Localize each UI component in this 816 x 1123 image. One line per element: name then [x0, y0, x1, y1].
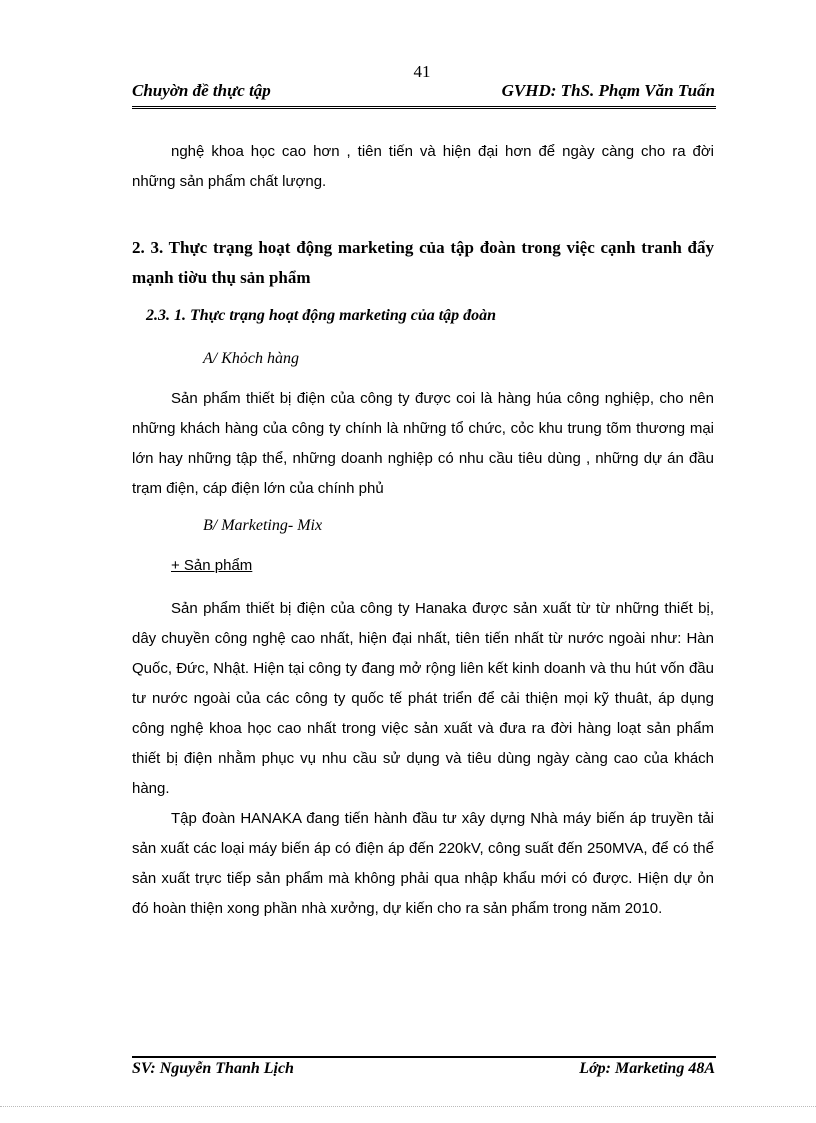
page-number: 41 — [413, 62, 431, 81]
footer-divider — [132, 1056, 716, 1058]
section-heading: 2. 3. Thực trạng hoạt động marketing của tập đoàn trong việc cạnh tranh đẩy mạnh tiờu thụ sản phẩm — [132, 238, 714, 287]
footer-student: SV: Nguyễn Thanh Lịch — [132, 1060, 294, 1077]
footer-class: Lớp: Marketing 48A — [579, 1060, 715, 1077]
continuation-paragraph: nghệ khoa học cao hơn , tiên tiến và hiện đại hơn để ngày càng cho ra đời những sản phẩm chất lượng. — [132, 143, 714, 190]
page-bottom-edge — [0, 1106, 816, 1107]
product-paragraph: Sản phẩm thiết bị điện của công ty Hanaka được sản xuất từ từ những thiết bị, dây chuyền công nghệ cao nhất, hiện đại nhất, tiên tiến nhất từ nước ngoài như: Hàn Quốc, Đức, Nhật. Hiện tại công ty đang mở rộng liên kết kinh doanh và thu hút vốn đầu tư nước ngoài của các công ty quốc tế phát triển để cải thiện mọi kỹ thuât, áp dụng công nghệ khoa học cao nhất trong việc sản xuất và đưa ra đời hàng loạt sản phẩm thiết bị điện nhằm phục vụ nhu cầu sử dụng và tiêu dùng ngày càng cao của khách hàng. — [132, 600, 714, 797]
header-supervisor: GVHD: ThS. Phạm Văn Tuấn — [501, 81, 715, 100]
subsection-heading: 2.3. 1. Thực trạng hoạt động marketing của tập đoàn — [146, 307, 497, 324]
customers-title: A/ Khỏch hàng — [203, 350, 299, 367]
page-header — [132, 81, 715, 101]
page-footer — [132, 1060, 715, 1078]
customers-paragraph: Sản phẩm thiết bị điện của công ty được coi là hàng húa công nghiệp, cho nên những khách hàng của công ty chính là những tổ chức, cỏc khu trung tõm thương mại lớn hay những tập thể, những doanh nghiệp có nhu cầu tiêu dùng , những dự án đầu trạm điện, cáp điện lớn của chính phủ — [132, 390, 714, 497]
header-divider — [132, 106, 716, 109]
hanaka-paragraph: Tập đoàn HANAKA đang tiến hành đầu tư xây dựng Nhà máy biến áp truyền tải sản xuất các loại máy biến áp có điện áp đến 220kV, công suất đến 250MVA, để có thể sản xuất trực tiếp sản phẩm mà không phải qua nhập khẩu mới có được. Hiện dự ỏn đó hoàn thiện xong phần nhà xưởng, dự kiến cho ra sản phẩm trong năm 2010. — [132, 810, 714, 917]
header-course-title: Chuyờn đề thực tập — [132, 81, 271, 100]
marketing-mix-title: B/ Marketing- Mix — [203, 517, 323, 534]
product-label: + Sản phẩm — [171, 557, 253, 574]
